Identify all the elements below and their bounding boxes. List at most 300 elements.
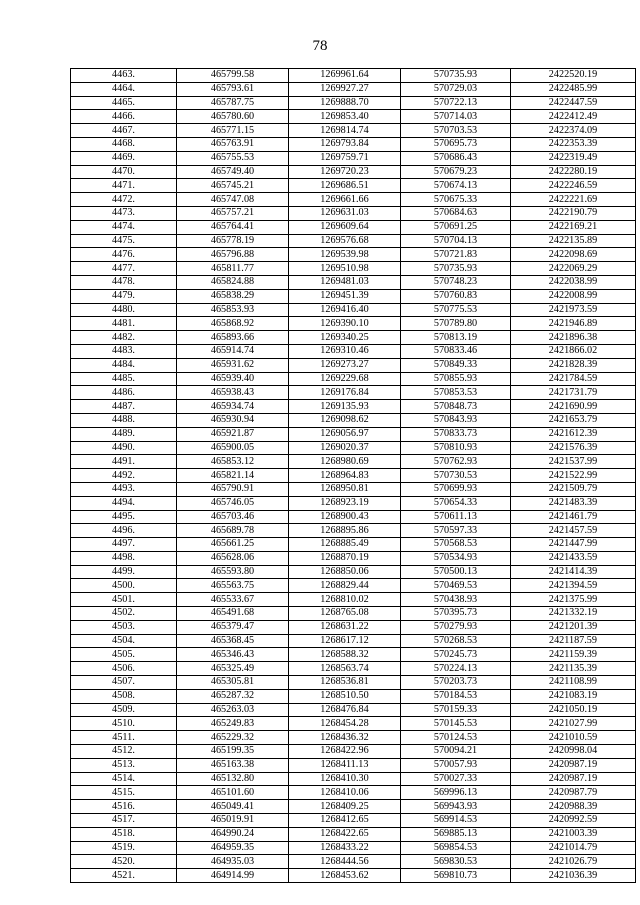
x2-coordinate-cell: 570730.53	[401, 469, 511, 483]
x2-coordinate-cell: 570469.53	[401, 579, 511, 593]
y-coordinate-cell: 1269020.37	[289, 441, 401, 455]
y-coordinate-cell: 1268885.49	[289, 538, 401, 552]
x2-coordinate-cell: 570245.73	[401, 648, 511, 662]
table-row	[71, 593, 636, 607]
point-number-cell: 4504.	[71, 634, 177, 648]
table-row	[71, 413, 636, 427]
x2-coordinate-cell: 569996.13	[401, 786, 511, 800]
x2-coordinate-cell: 569885.13	[401, 827, 511, 841]
y2-coordinate-cell: 2420987.19	[511, 772, 636, 786]
x2-coordinate-cell: 570722.13	[401, 96, 511, 110]
y2-coordinate-cell: 2422374.09	[511, 124, 636, 138]
x-coordinate-cell: 465661.25	[177, 538, 289, 552]
x2-coordinate-cell: 570703.53	[401, 124, 511, 138]
x2-coordinate-cell: 570855.93	[401, 372, 511, 386]
y-coordinate-cell: 1269927.27	[289, 82, 401, 96]
x-coordinate-cell: 465938.43	[177, 386, 289, 400]
x-coordinate-cell: 465749.40	[177, 165, 289, 179]
x-coordinate-cell: 465824.88	[177, 275, 289, 289]
x2-coordinate-cell: 570699.93	[401, 482, 511, 496]
y-coordinate-cell: 1269793.84	[289, 137, 401, 151]
x2-coordinate-cell: 570675.33	[401, 193, 511, 207]
x2-coordinate-cell: 570395.73	[401, 607, 511, 621]
table-row	[71, 482, 636, 496]
x2-coordinate-cell: 570611.13	[401, 510, 511, 524]
y2-coordinate-cell: 2420987.19	[511, 758, 636, 772]
y2-coordinate-cell: 2422280.19	[511, 165, 636, 179]
point-number-cell: 4497.	[71, 538, 177, 552]
point-number-cell: 4515.	[71, 786, 177, 800]
x-coordinate-cell: 465563.75	[177, 579, 289, 593]
x2-coordinate-cell: 570684.63	[401, 206, 511, 220]
table-row	[71, 524, 636, 538]
point-number-cell: 4492.	[71, 469, 177, 483]
point-number-cell: 4512.	[71, 745, 177, 759]
x2-coordinate-cell: 569854.53	[401, 841, 511, 855]
x-coordinate-cell: 465931.62	[177, 358, 289, 372]
x-coordinate-cell: 465771.15	[177, 124, 289, 138]
x-coordinate-cell: 465853.12	[177, 455, 289, 469]
table-row	[71, 110, 636, 124]
y2-coordinate-cell: 2421461.79	[511, 510, 636, 524]
y-coordinate-cell: 1268829.44	[289, 579, 401, 593]
y2-coordinate-cell: 2421946.89	[511, 317, 636, 331]
x2-coordinate-cell: 570124.53	[401, 731, 511, 745]
point-number-cell: 4478.	[71, 275, 177, 289]
point-number-cell: 4480.	[71, 303, 177, 317]
x2-coordinate-cell: 570714.03	[401, 110, 511, 124]
point-number-cell: 4503.	[71, 620, 177, 634]
table-row	[71, 331, 636, 345]
table-row	[71, 841, 636, 855]
table-row	[71, 400, 636, 414]
x2-coordinate-cell: 570686.43	[401, 151, 511, 165]
x2-coordinate-cell: 570721.83	[401, 248, 511, 262]
table-row	[71, 317, 636, 331]
x2-coordinate-cell: 570094.21	[401, 745, 511, 759]
y2-coordinate-cell: 2421537.99	[511, 455, 636, 469]
x-coordinate-cell: 465163.38	[177, 758, 289, 772]
y-coordinate-cell: 1268476.84	[289, 703, 401, 717]
x2-coordinate-cell: 570597.33	[401, 524, 511, 538]
y2-coordinate-cell: 2421394.59	[511, 579, 636, 593]
point-number-cell: 4520.	[71, 855, 177, 869]
x-coordinate-cell: 465921.87	[177, 427, 289, 441]
y2-coordinate-cell: 2422098.69	[511, 248, 636, 262]
x2-coordinate-cell: 570762.93	[401, 455, 511, 469]
y2-coordinate-cell: 2420998.04	[511, 745, 636, 759]
point-number-cell: 4473.	[71, 206, 177, 220]
y-coordinate-cell: 1269510.98	[289, 262, 401, 276]
x-coordinate-cell: 465757.21	[177, 206, 289, 220]
table-row	[71, 179, 636, 193]
y-coordinate-cell: 1269481.03	[289, 275, 401, 289]
x2-coordinate-cell: 569810.73	[401, 869, 511, 883]
y2-coordinate-cell: 2421027.99	[511, 717, 636, 731]
x2-coordinate-cell: 570760.83	[401, 289, 511, 303]
y2-coordinate-cell: 2420992.59	[511, 814, 636, 828]
x2-coordinate-cell: 570849.33	[401, 358, 511, 372]
y-coordinate-cell: 1269229.68	[289, 372, 401, 386]
point-number-cell: 4475.	[71, 234, 177, 248]
table-row	[71, 441, 636, 455]
x2-coordinate-cell: 570438.93	[401, 593, 511, 607]
point-number-cell: 4514.	[71, 772, 177, 786]
y2-coordinate-cell: 2421083.19	[511, 689, 636, 703]
x-coordinate-cell: 465101.60	[177, 786, 289, 800]
y2-coordinate-cell: 2421447.99	[511, 538, 636, 552]
y-coordinate-cell: 1268617.12	[289, 634, 401, 648]
y2-coordinate-cell: 2422485.99	[511, 82, 636, 96]
y-coordinate-cell: 1268536.81	[289, 676, 401, 690]
table-row	[71, 248, 636, 262]
table-row	[71, 814, 636, 828]
point-number-cell: 4521.	[71, 869, 177, 883]
y2-coordinate-cell: 2421896.38	[511, 331, 636, 345]
y-coordinate-cell: 1269273.27	[289, 358, 401, 372]
y-coordinate-cell: 1269720.23	[289, 165, 401, 179]
table-row	[71, 151, 636, 165]
x2-coordinate-cell: 570654.33	[401, 496, 511, 510]
y-coordinate-cell: 1269759.71	[289, 151, 401, 165]
point-number-cell: 4519.	[71, 841, 177, 855]
table-row	[71, 469, 636, 483]
table-row	[71, 800, 636, 814]
y-coordinate-cell: 1269539.98	[289, 248, 401, 262]
y-coordinate-cell: 1268980.69	[289, 455, 401, 469]
x-coordinate-cell: 464959.35	[177, 841, 289, 855]
y2-coordinate-cell: 2421509.79	[511, 482, 636, 496]
x2-coordinate-cell: 570568.53	[401, 538, 511, 552]
x-coordinate-cell: 465793.61	[177, 82, 289, 96]
point-number-cell: 4494.	[71, 496, 177, 510]
point-number-cell: 4496.	[71, 524, 177, 538]
y2-coordinate-cell: 2421433.59	[511, 551, 636, 565]
table-row	[71, 262, 636, 276]
table-row	[71, 193, 636, 207]
y2-coordinate-cell: 2422038.99	[511, 275, 636, 289]
table-row	[71, 786, 636, 800]
y2-coordinate-cell: 2422353.39	[511, 137, 636, 151]
x-coordinate-cell: 465689.78	[177, 524, 289, 538]
x2-coordinate-cell: 570813.19	[401, 331, 511, 345]
point-number-cell: 4463.	[71, 69, 177, 83]
x-coordinate-cell: 465368.45	[177, 634, 289, 648]
y-coordinate-cell: 1268412.65	[289, 814, 401, 828]
x2-coordinate-cell: 569943.93	[401, 800, 511, 814]
table-row	[71, 165, 636, 179]
x-coordinate-cell: 465287.32	[177, 689, 289, 703]
x2-coordinate-cell: 570184.53	[401, 689, 511, 703]
x2-coordinate-cell: 570203.73	[401, 676, 511, 690]
table-row	[71, 772, 636, 786]
y2-coordinate-cell: 2422221.69	[511, 193, 636, 207]
table-row	[71, 234, 636, 248]
y2-coordinate-cell: 2422135.89	[511, 234, 636, 248]
y2-coordinate-cell: 2421690.99	[511, 400, 636, 414]
point-number-cell: 4489.	[71, 427, 177, 441]
x2-coordinate-cell: 570704.13	[401, 234, 511, 248]
x2-coordinate-cell: 570810.93	[401, 441, 511, 455]
y2-coordinate-cell: 2421973.59	[511, 303, 636, 317]
x-coordinate-cell: 465491.68	[177, 607, 289, 621]
y2-coordinate-cell: 2422447.59	[511, 96, 636, 110]
y2-coordinate-cell: 2421653.79	[511, 413, 636, 427]
y-coordinate-cell: 1268900.43	[289, 510, 401, 524]
table-row	[71, 731, 636, 745]
y-coordinate-cell: 1269686.51	[289, 179, 401, 193]
y-coordinate-cell: 1269853.40	[289, 110, 401, 124]
table-row	[71, 745, 636, 759]
x-coordinate-cell: 464914.99	[177, 869, 289, 883]
x-coordinate-cell: 465838.29	[177, 289, 289, 303]
x-coordinate-cell: 465132.80	[177, 772, 289, 786]
y-coordinate-cell: 1268850.06	[289, 565, 401, 579]
table-row	[71, 455, 636, 469]
x2-coordinate-cell: 570735.93	[401, 69, 511, 83]
x-coordinate-cell: 465019.91	[177, 814, 289, 828]
table-row	[71, 676, 636, 690]
table-row	[71, 565, 636, 579]
y2-coordinate-cell: 2421576.39	[511, 441, 636, 455]
x2-coordinate-cell: 570748.23	[401, 275, 511, 289]
x2-coordinate-cell: 570853.53	[401, 386, 511, 400]
x2-coordinate-cell: 570674.13	[401, 179, 511, 193]
y2-coordinate-cell: 2421828.39	[511, 358, 636, 372]
point-number-cell: 4481.	[71, 317, 177, 331]
y-coordinate-cell: 1269310.46	[289, 344, 401, 358]
y2-coordinate-cell: 2422008.99	[511, 289, 636, 303]
table-row	[71, 220, 636, 234]
y-coordinate-cell: 1268510.50	[289, 689, 401, 703]
point-number-cell: 4464.	[71, 82, 177, 96]
table-row	[71, 689, 636, 703]
x2-coordinate-cell: 569830.53	[401, 855, 511, 869]
x-coordinate-cell: 465746.05	[177, 496, 289, 510]
x2-coordinate-cell: 570224.13	[401, 662, 511, 676]
x2-coordinate-cell: 570279.93	[401, 620, 511, 634]
y-coordinate-cell: 1269135.93	[289, 400, 401, 414]
y-coordinate-cell: 1269416.40	[289, 303, 401, 317]
y2-coordinate-cell: 2421457.59	[511, 524, 636, 538]
x-coordinate-cell: 464990.24	[177, 827, 289, 841]
x-coordinate-cell: 465593.80	[177, 565, 289, 579]
point-number-cell: 4491.	[71, 455, 177, 469]
x-coordinate-cell: 465790.91	[177, 482, 289, 496]
y-coordinate-cell: 1269961.64	[289, 69, 401, 83]
table-row	[71, 386, 636, 400]
x2-coordinate-cell: 570843.93	[401, 413, 511, 427]
y-coordinate-cell: 1268444.56	[289, 855, 401, 869]
table-row	[71, 855, 636, 869]
point-number-cell: 4486.	[71, 386, 177, 400]
table-row	[71, 551, 636, 565]
y-coordinate-cell: 1269631.03	[289, 206, 401, 220]
x2-coordinate-cell: 570695.73	[401, 137, 511, 151]
point-number-cell: 4469.	[71, 151, 177, 165]
table-row	[71, 758, 636, 772]
point-number-cell: 4474.	[71, 220, 177, 234]
y2-coordinate-cell: 2421483.39	[511, 496, 636, 510]
y-coordinate-cell: 1269888.70	[289, 96, 401, 110]
point-number-cell: 4513.	[71, 758, 177, 772]
y2-coordinate-cell: 2421187.59	[511, 634, 636, 648]
y-coordinate-cell: 1268588.32	[289, 648, 401, 662]
table-row	[71, 69, 636, 83]
y2-coordinate-cell: 2422319.49	[511, 151, 636, 165]
table-row	[71, 358, 636, 372]
y2-coordinate-cell: 2421036.39	[511, 869, 636, 883]
x-coordinate-cell: 465914.74	[177, 344, 289, 358]
point-number-cell: 4471.	[71, 179, 177, 193]
y2-coordinate-cell: 2421135.39	[511, 662, 636, 676]
point-number-cell: 4510.	[71, 717, 177, 731]
x-coordinate-cell: 465930.94	[177, 413, 289, 427]
y2-coordinate-cell: 2421866.02	[511, 344, 636, 358]
x-coordinate-cell: 465305.81	[177, 676, 289, 690]
y2-coordinate-cell: 2421159.39	[511, 648, 636, 662]
table-row	[71, 372, 636, 386]
point-number-cell: 4467.	[71, 124, 177, 138]
table-row	[71, 275, 636, 289]
table-row	[71, 703, 636, 717]
y-coordinate-cell: 1268870.19	[289, 551, 401, 565]
y-coordinate-cell: 1268454.28	[289, 717, 401, 731]
y-coordinate-cell: 1269661.66	[289, 193, 401, 207]
y-coordinate-cell: 1268923.19	[289, 496, 401, 510]
y2-coordinate-cell: 2421050.19	[511, 703, 636, 717]
y2-coordinate-cell: 2421010.59	[511, 731, 636, 745]
x-coordinate-cell: 465747.08	[177, 193, 289, 207]
y2-coordinate-cell: 2421014.79	[511, 841, 636, 855]
y-coordinate-cell: 1268563.74	[289, 662, 401, 676]
point-number-cell: 4502.	[71, 607, 177, 621]
y2-coordinate-cell: 2422190.79	[511, 206, 636, 220]
table-row	[71, 607, 636, 621]
y-coordinate-cell: 1268410.06	[289, 786, 401, 800]
table-row	[71, 344, 636, 358]
x2-coordinate-cell: 570145.53	[401, 717, 511, 731]
point-number-cell: 4468.	[71, 137, 177, 151]
table-row	[71, 303, 636, 317]
x-coordinate-cell: 465533.67	[177, 593, 289, 607]
table-row	[71, 427, 636, 441]
y-coordinate-cell: 1269176.84	[289, 386, 401, 400]
x2-coordinate-cell: 570833.73	[401, 427, 511, 441]
point-number-cell: 4506.	[71, 662, 177, 676]
coordinates-table-body	[71, 69, 636, 883]
x-coordinate-cell: 465703.46	[177, 510, 289, 524]
y-coordinate-cell: 1269451.39	[289, 289, 401, 303]
y-coordinate-cell: 1268765.08	[289, 607, 401, 621]
point-number-cell: 4517.	[71, 814, 177, 828]
y-coordinate-cell: 1268810.02	[289, 593, 401, 607]
x-coordinate-cell: 465934.74	[177, 400, 289, 414]
point-number-cell: 4511.	[71, 731, 177, 745]
coordinates-table	[70, 68, 636, 883]
x-coordinate-cell: 465796.88	[177, 248, 289, 262]
table-row	[71, 206, 636, 220]
x2-coordinate-cell: 570691.25	[401, 220, 511, 234]
y-coordinate-cell: 1268631.22	[289, 620, 401, 634]
x2-coordinate-cell: 570159.33	[401, 703, 511, 717]
x-coordinate-cell: 465763.91	[177, 137, 289, 151]
table-row	[71, 869, 636, 883]
y2-coordinate-cell: 2421612.39	[511, 427, 636, 441]
point-number-cell: 4498.	[71, 551, 177, 565]
table-row	[71, 496, 636, 510]
x-coordinate-cell: 465755.53	[177, 151, 289, 165]
table-row	[71, 648, 636, 662]
y-coordinate-cell: 1269098.62	[289, 413, 401, 427]
point-number-cell: 4499.	[71, 565, 177, 579]
table-row	[71, 579, 636, 593]
point-number-cell: 4465.	[71, 96, 177, 110]
table-row	[71, 827, 636, 841]
y2-coordinate-cell: 2422520.19	[511, 69, 636, 83]
y2-coordinate-cell: 2421375.99	[511, 593, 636, 607]
y-coordinate-cell: 1268410.30	[289, 772, 401, 786]
x2-coordinate-cell: 570833.46	[401, 344, 511, 358]
y-coordinate-cell: 1268895.86	[289, 524, 401, 538]
x-coordinate-cell: 465263.03	[177, 703, 289, 717]
table-row	[71, 634, 636, 648]
point-number-cell: 4476.	[71, 248, 177, 262]
point-number-cell: 4482.	[71, 331, 177, 345]
point-number-cell: 4501.	[71, 593, 177, 607]
table-row	[71, 717, 636, 731]
x-coordinate-cell: 465787.75	[177, 96, 289, 110]
y-coordinate-cell: 1269814.74	[289, 124, 401, 138]
x-coordinate-cell: 465249.83	[177, 717, 289, 731]
y-coordinate-cell: 1269576.68	[289, 234, 401, 248]
table-row	[71, 510, 636, 524]
y2-coordinate-cell: 2421522.99	[511, 469, 636, 483]
x-coordinate-cell: 465778.19	[177, 234, 289, 248]
y-coordinate-cell: 1268453.62	[289, 869, 401, 883]
table-row	[71, 96, 636, 110]
x2-coordinate-cell: 570848.73	[401, 400, 511, 414]
y-coordinate-cell: 1268422.65	[289, 827, 401, 841]
x-coordinate-cell: 465764.41	[177, 220, 289, 234]
point-number-cell: 4470.	[71, 165, 177, 179]
x-coordinate-cell: 465799.58	[177, 69, 289, 83]
x2-coordinate-cell: 570500.13	[401, 565, 511, 579]
point-number-cell: 4472.	[71, 193, 177, 207]
x2-coordinate-cell: 570679.23	[401, 165, 511, 179]
x-coordinate-cell: 465325.49	[177, 662, 289, 676]
x2-coordinate-cell: 570534.93	[401, 551, 511, 565]
table-row	[71, 620, 636, 634]
x-coordinate-cell: 465346.43	[177, 648, 289, 662]
x-coordinate-cell: 465780.60	[177, 110, 289, 124]
point-number-cell: 4466.	[71, 110, 177, 124]
x-coordinate-cell: 465900.05	[177, 441, 289, 455]
y2-coordinate-cell: 2421731.79	[511, 386, 636, 400]
y-coordinate-cell: 1268411.13	[289, 758, 401, 772]
x2-coordinate-cell: 570775.53	[401, 303, 511, 317]
point-number-cell: 4509.	[71, 703, 177, 717]
page-number: 78	[312, 38, 328, 54]
x-coordinate-cell: 465893.66	[177, 331, 289, 345]
y2-coordinate-cell: 2420987.79	[511, 786, 636, 800]
y2-coordinate-cell: 2421201.39	[511, 620, 636, 634]
point-number-cell: 4477.	[71, 262, 177, 276]
table-row	[71, 289, 636, 303]
y-coordinate-cell: 1269390.10	[289, 317, 401, 331]
y2-coordinate-cell: 2421414.39	[511, 565, 636, 579]
x-coordinate-cell: 465821.14	[177, 469, 289, 483]
